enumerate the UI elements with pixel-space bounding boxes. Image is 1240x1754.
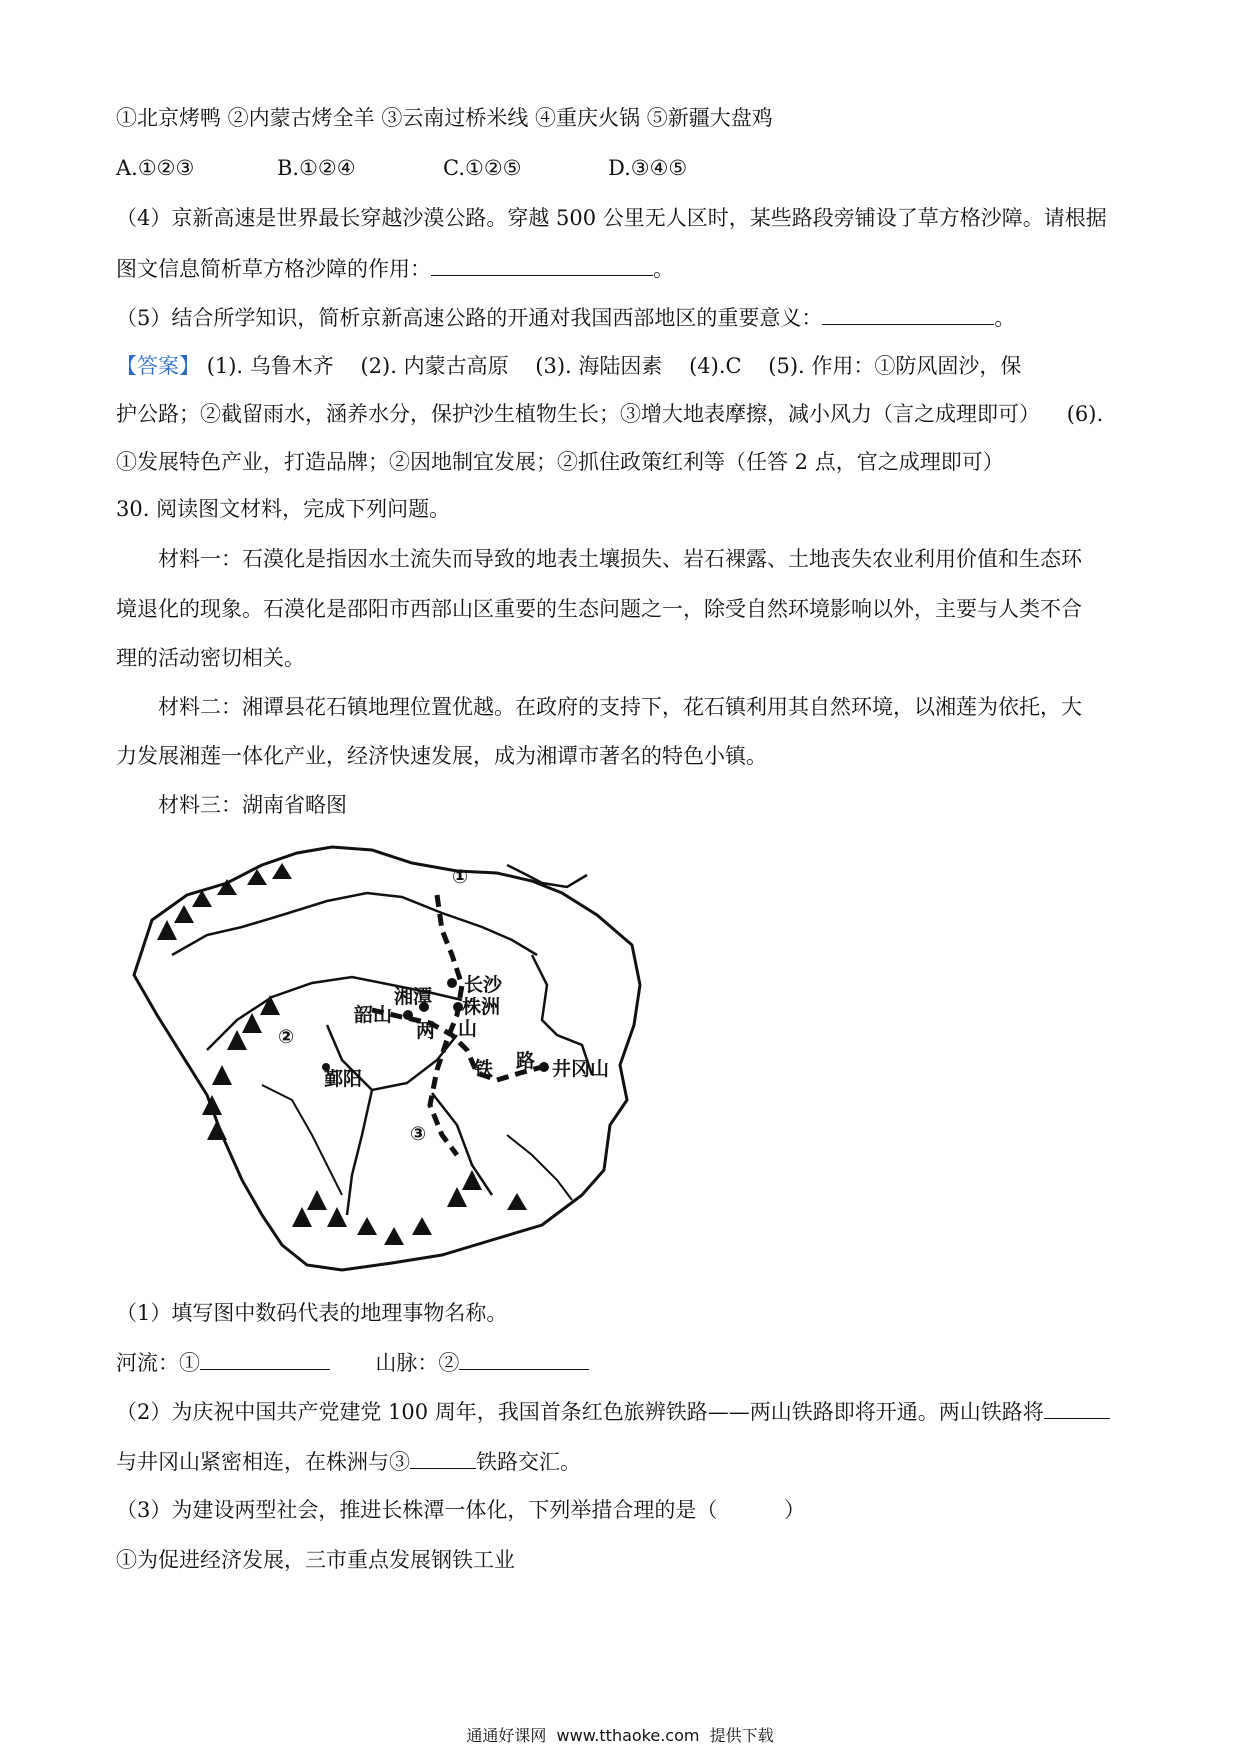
sub-question-2-line1: [116, 1396, 1110, 1427]
option-b: B.①②④: [277, 156, 356, 180]
question-4-end: 。: [653, 257, 674, 281]
footer: 通通好课网 www.tthaoke.com 提供下载: [466, 1726, 774, 1745]
label-n2: ②: [278, 1026, 295, 1048]
mountain-blank[interactable]: [459, 1347, 589, 1370]
label-n3: ③: [410, 1123, 427, 1145]
option-a: A.①②③: [116, 156, 195, 180]
region-boundary: [432, 1093, 492, 1195]
region-boundary: [262, 1085, 342, 1195]
answer-blank[interactable]: [822, 302, 994, 325]
option-d: D.③④⑤: [608, 156, 688, 180]
question-4-line1: （4）京新高速是世界最长穿越沙漠公路。穿越 500 公里无人区时，某些路段旁铺设了草方格沙障。请根据: [116, 206, 1107, 230]
answer-line2: 护公路；②截留雨水，涵养水分，保护沙生植物生长；③增大地表摩擦，减小风力（言之成理即可） (6).: [116, 402, 1104, 426]
answer-blank[interactable]: [431, 253, 653, 276]
answer-line3: ①发展特色产业，打造品牌；②因地制宜发展；②抓住政策红利等（任答 2 点，官之成理即可）: [116, 450, 1004, 474]
material1-line2: 境退化的现象。石漠化是邵阳市西部山区重要的生态问题之一，除受自然环境影响以外，主要与人类不合: [116, 597, 1082, 621]
question-4-line2: [116, 253, 674, 284]
city-shaoshan-dot: [403, 1010, 413, 1020]
answer-tag: 【答案】: [116, 354, 200, 378]
question-5-prompt: （5）结合所学知识，简析京新高速公路的开通对我国西部地区的重要意义：: [116, 306, 823, 330]
question-30-title: 30. 阅读图文材料，完成下列问题。: [116, 497, 451, 521]
material1-line1: 材料一：石漠化是指因水土流失而导致的地表土壤损失、岩石裸露、土地丧失农业利用价值和生态环: [158, 547, 1082, 571]
mountain-prompt: 山脉：②: [375, 1351, 460, 1375]
sub-question-2-line2: [116, 1446, 581, 1477]
mountain-range-2: [157, 863, 527, 1245]
hunan-map: [112, 835, 682, 1280]
city-changsha-dot: [447, 978, 457, 988]
label-liang: 两: [416, 1020, 436, 1042]
label-zhuzhou: 株洲: [462, 996, 501, 1018]
sub-question-3: （3）为建设两型社会，推进长株潭一体化，下列举措合理的是（ ）: [116, 1498, 806, 1522]
river-blank[interactable]: [200, 1347, 330, 1370]
question-foods: ①北京烤鸭 ②内蒙古烤全羊 ③云南过桥米线 ④重庆火锅 ⑤新疆大盘鸡: [116, 106, 773, 130]
sub-question-1: （1）填写图中数码代表的地理事物名称。: [116, 1301, 508, 1325]
sub-question-2-end: 铁路交汇。: [476, 1450, 581, 1474]
label-tie: 铁: [474, 1058, 494, 1080]
label-changsha: 长沙: [464, 974, 503, 996]
city-jinggangshan-dot: [539, 1062, 549, 1072]
region-boundary: [507, 1135, 572, 1200]
sub-question-2-text-2: 与井冈山紧密相连，在株洲与③: [116, 1450, 410, 1474]
label-lu: 路: [516, 1050, 536, 1072]
river-prompt: 河流：①: [116, 1351, 200, 1375]
region-boundary: [347, 1090, 372, 1215]
answer-blank[interactable]: [410, 1446, 476, 1469]
material1-line3: 理的活动密切相关。: [116, 646, 305, 670]
option-c: C.①②⑤: [443, 156, 522, 180]
label-jinggangshan: 井冈山: [552, 1058, 610, 1080]
region-boundary: [532, 955, 592, 1075]
material2-line1: 材料二：湘谭县花石镇地理位置优越。在政府的支持下，花石镇利用其自然环境，以湘莲为依托，大: [158, 695, 1082, 719]
answer-text-1: (1). 乌鲁木齐 (2). 内蒙古高原 (3). 海陆因素 (4).C (5). 作用：①防风固沙，保: [206, 354, 1022, 378]
label-shan: 山: [458, 1018, 478, 1040]
sub-question-3-option-1: ①为促进经济发展，三市重点发展钢铁工业: [116, 1548, 515, 1572]
river-1: [507, 865, 587, 887]
sub-question-1-blanks: [116, 1347, 589, 1378]
answer-line1: [116, 351, 1021, 381]
question-5: [116, 302, 1015, 333]
hunan-map-svg: [112, 835, 682, 1280]
label-shaoyang: 鄞阳: [324, 1068, 363, 1090]
question-4-prompt: 图文信息简析草方格沙障的作用：: [116, 257, 431, 281]
sub-question-2-text: （2）为庆祝中国共产党建党 100 周年，我国首条红色旅辨铁路——两山铁路即将开通。两山铁路将: [116, 1400, 1044, 1424]
region-boundary: [172, 893, 537, 955]
label-shaoshan: 韶山: [354, 1004, 393, 1026]
label-n1: ①: [452, 866, 469, 888]
answer-blank[interactable]: [1044, 1396, 1110, 1419]
label-xiangtan: 湘潭: [394, 986, 433, 1008]
question-5-end: 。: [994, 306, 1016, 330]
material2-line2: 力发展湘莲一体化产业，经济快速发展，成为湘谭市著名的特色小镇。: [116, 744, 767, 768]
material3-title: 材料三：湖南省略图: [158, 793, 347, 817]
